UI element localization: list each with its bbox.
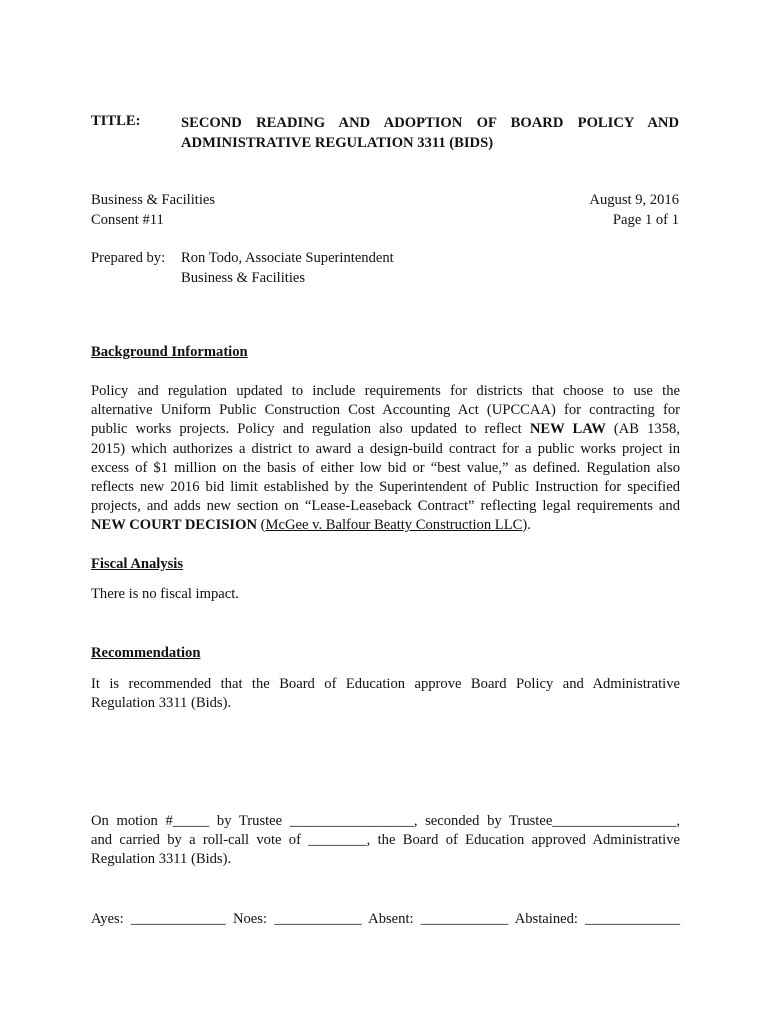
background-line: alternative Uniform Public Construction Cost Accounting Act (UPCCAA) for contracting for bbox=[91, 402, 680, 419]
title-line-2: ADMINISTRATIVE REGULATION 3311 (BIDS) bbox=[181, 135, 494, 151]
text-run: public works projects. Policy and regulation also updated to reflect bbox=[91, 421, 530, 438]
text-run: (AB 1358, bbox=[605, 421, 680, 438]
motion-paragraph bbox=[91, 812, 680, 870]
motion-line: On motion #_____ by Trustee _________________, seconded by Trustee_________________, bbox=[91, 813, 680, 829]
vote-tally bbox=[91, 910, 680, 929]
vote-line: Ayes: _____________ Noes: ____________ Absent: ____________ Abstained: _____________ bbox=[91, 911, 680, 927]
background-line bbox=[91, 420, 680, 439]
background-heading: Background Information bbox=[91, 344, 248, 360]
preparer-name: Ron Todo, Associate Superintendent bbox=[181, 250, 394, 266]
background-paragraph bbox=[91, 382, 680, 536]
meeting-date: August 9, 2016 bbox=[589, 192, 679, 208]
text-run: ( bbox=[257, 517, 266, 534]
text-run: ). bbox=[522, 517, 531, 534]
department-block bbox=[91, 190, 215, 230]
case-citation: McGee v. Balfour Beatty Construction LLC bbox=[265, 517, 523, 534]
motion-line: and carried by a roll-call vote of ________, the Board of Education approved Administrative bbox=[91, 832, 680, 849]
recommendation-heading: Recommendation bbox=[91, 645, 201, 661]
department: Business & Facilities bbox=[91, 192, 216, 208]
recommendation-line: Regulation 3311 (Bids). bbox=[91, 695, 232, 712]
background-line: 2015) which authorizes a district to award a design-build contract for a public works project in bbox=[91, 440, 680, 457]
background-line: Policy and regulation updated to include requirements for districts that choose to use the bbox=[91, 383, 680, 399]
background-line: excess of $1 million on the basis of either low bid or “best value,” as defined. Regulation also bbox=[91, 459, 680, 476]
date-block bbox=[589, 190, 679, 230]
consent-number: Consent #11 bbox=[91, 212, 164, 228]
prepared-by-label: Prepared by: bbox=[91, 250, 166, 266]
background-line bbox=[91, 516, 680, 535]
background-line: reflects new 2016 bid limit established by the Superintendent of Public Instruction for specified bbox=[91, 479, 680, 496]
new-law-emphasis: NEW LAW bbox=[529, 421, 606, 438]
document-title bbox=[181, 113, 679, 153]
recommendation-paragraph bbox=[91, 675, 680, 713]
fiscal-text: There is no fiscal impact. bbox=[91, 586, 239, 602]
recommendation-line: It is recommended that the Board of Education approve Board Policy and Administrative bbox=[91, 676, 680, 692]
title-line-1: SECOND READING AND ADOPTION OF BOARD POLICY AND bbox=[181, 115, 679, 131]
court-decision-emphasis: NEW COURT DECISION bbox=[91, 517, 258, 534]
preparer-department: Business & Facilities bbox=[181, 270, 306, 286]
background-line: projects, and adds new section on “Lease-Leaseback Contract” reflecting legal requirements and bbox=[91, 498, 680, 515]
fiscal-heading: Fiscal Analysis bbox=[91, 556, 184, 572]
motion-line: Regulation 3311 (Bids). bbox=[91, 851, 232, 868]
page-number: Page 1 of 1 bbox=[612, 212, 679, 228]
prepared-by-value bbox=[181, 248, 394, 288]
title-label: TITLE: bbox=[91, 113, 141, 129]
